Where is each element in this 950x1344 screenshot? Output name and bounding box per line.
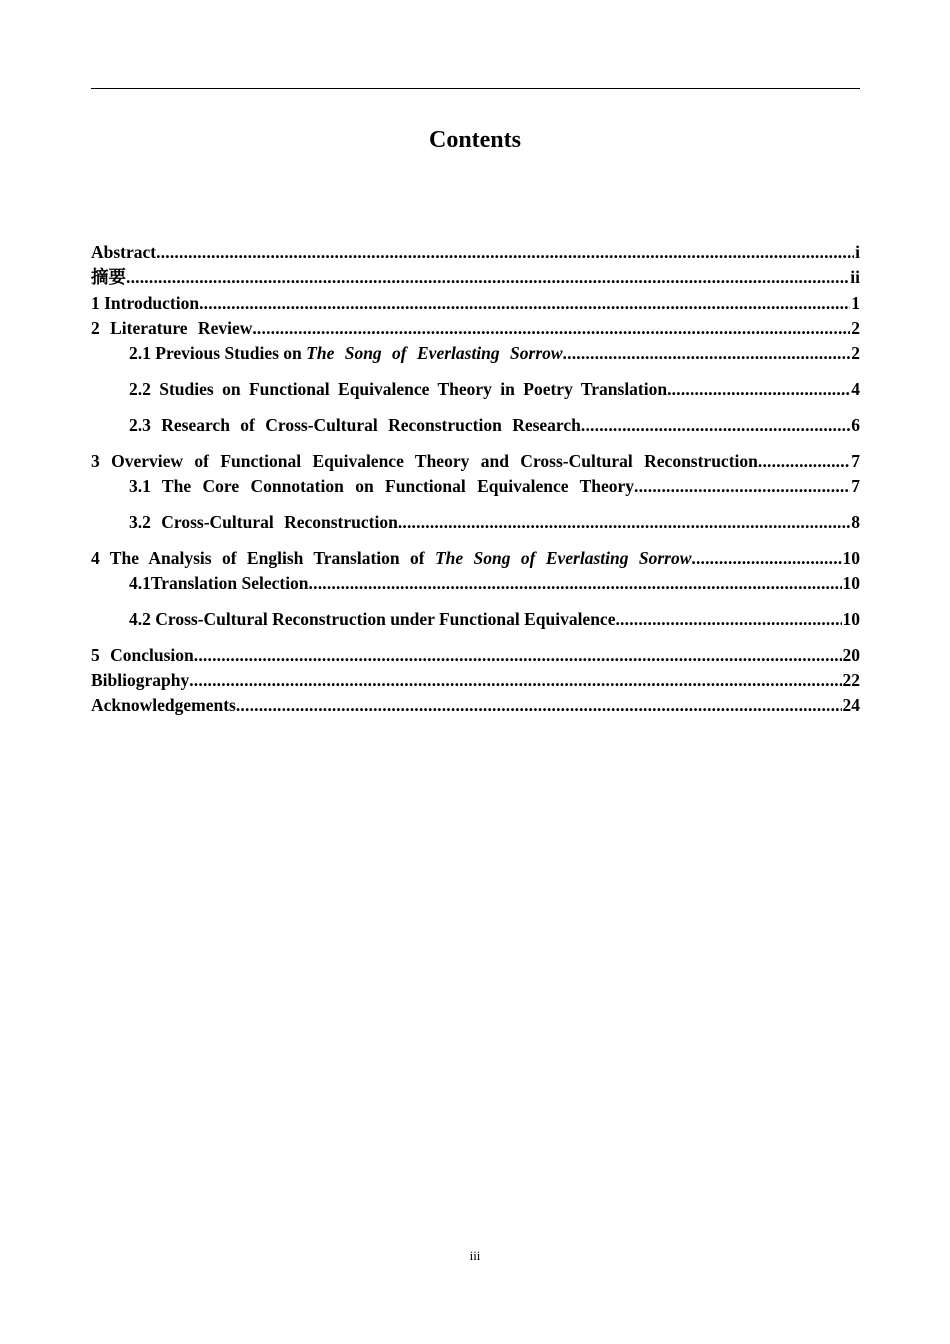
toc-entry-3-2[interactable] [91,510,860,535]
toc-entry-label: Bibliography [91,670,190,690]
dot-leader [126,265,849,290]
toc-entry-label-italic: The Song of Everlasting Sorrow [434,548,692,568]
toc-entry-page: 2 [851,318,860,338]
toc-entry-page: 10 [842,609,860,629]
dot-leader [199,291,850,316]
dot-leader [667,377,850,402]
toc-entry-bibliography[interactable] [91,668,860,693]
dot-leader [691,546,841,571]
header-rule [91,88,860,89]
dot-leader [581,413,850,438]
toc-entry-label: 2.2 Studies on Functional Equivalence Theory in Poetry Translation [129,379,668,399]
dot-leader [615,607,841,632]
toc-entry-page: 20 [842,645,860,665]
toc-entry-label [91,546,691,571]
footer-page-number: iii [469,1248,481,1263]
toc-entry-label: 3 Overview of Functional Equivalence Theory and Cross-Cultural Reconstruction [91,451,758,471]
toc-entry-page: ii [850,267,860,287]
dot-leader [189,668,841,693]
toc-entry-page: 8 [851,512,860,532]
dot-leader [758,449,850,474]
toc-entry-label: 3.2 Cross-Cultural Reconstruction [129,512,398,532]
dot-leader [252,316,850,341]
toc-entry-acknowledgements[interactable] [91,693,860,718]
toc-entry-4-1[interactable] [91,571,860,596]
toc-entry-page: 2 [851,343,860,363]
toc-entry-2-3[interactable] [91,413,860,438]
toc-entry-abstract[interactable] [91,240,860,265]
dot-leader [156,240,854,265]
toc-entry-introduction[interactable] [91,291,860,316]
toc-entry-literature-review[interactable] [91,316,860,341]
dot-leader [634,474,850,499]
dot-leader [194,643,842,668]
toc-entry-page: 6 [851,415,860,435]
toc-entry-zhaiyao[interactable] [91,265,860,291]
toc-entry-label: 摘要 [91,268,126,288]
toc-entry-label: 2 Literature Review [91,318,253,338]
toc-entry-label: 4.2 Cross-Cultural Reconstruction under Functional Equivalence [129,609,616,629]
toc-entry-page: i [855,242,860,262]
toc-entry-2-2[interactable] [91,377,860,402]
toc-entry-3-1[interactable] [91,474,860,499]
toc-entry-label: Abstract [91,242,157,262]
toc-entry-page: 24 [842,695,860,715]
dot-leader [236,693,842,718]
toc-entry-label [129,341,563,366]
toc-entry-label: Acknowledgements [91,695,236,715]
toc-entry-2-1[interactable] [91,341,860,366]
toc-entry-page: 22 [842,670,860,690]
toc-entry-label: 5 Conclusion [91,645,194,665]
toc-entry-label-text: 4 The Analysis of English Translation of [91,548,435,568]
toc-entry-chapter-4[interactable] [91,546,860,571]
toc-entry-page: 7 [851,451,860,471]
dot-leader [309,571,842,596]
table-of-contents [91,240,860,718]
toc-entry-label: 1 Introduction [91,293,200,313]
toc-entry-page: 10 [842,573,860,593]
toc-entry-chapter-3[interactable] [91,449,860,474]
toc-entry-page: 7 [851,476,860,496]
toc-entry-label: 4.1Translation Selection [129,573,309,593]
dot-leader [563,341,851,366]
dot-leader [398,510,850,535]
toc-entry-page: 4 [851,379,860,399]
toc-entry-page: 1 [851,293,860,313]
toc-entry-label: 3.1 The Core Connotation on Functional Equivalence Theory [129,476,635,496]
toc-entry-4-2[interactable] [91,607,860,632]
toc-entry-label: 2.3 Research of Cross-Cultural Reconstruction Research [129,415,581,435]
toc-entry-label-italic: The Song of Everlasting Sorrow [306,343,563,363]
toc-entry-conclusion[interactable] [91,643,860,668]
toc-entry-label-text: 2.1 Previous Studies on [129,343,307,363]
toc-entry-page: 10 [842,548,860,568]
page-title: Contents [428,127,521,153]
